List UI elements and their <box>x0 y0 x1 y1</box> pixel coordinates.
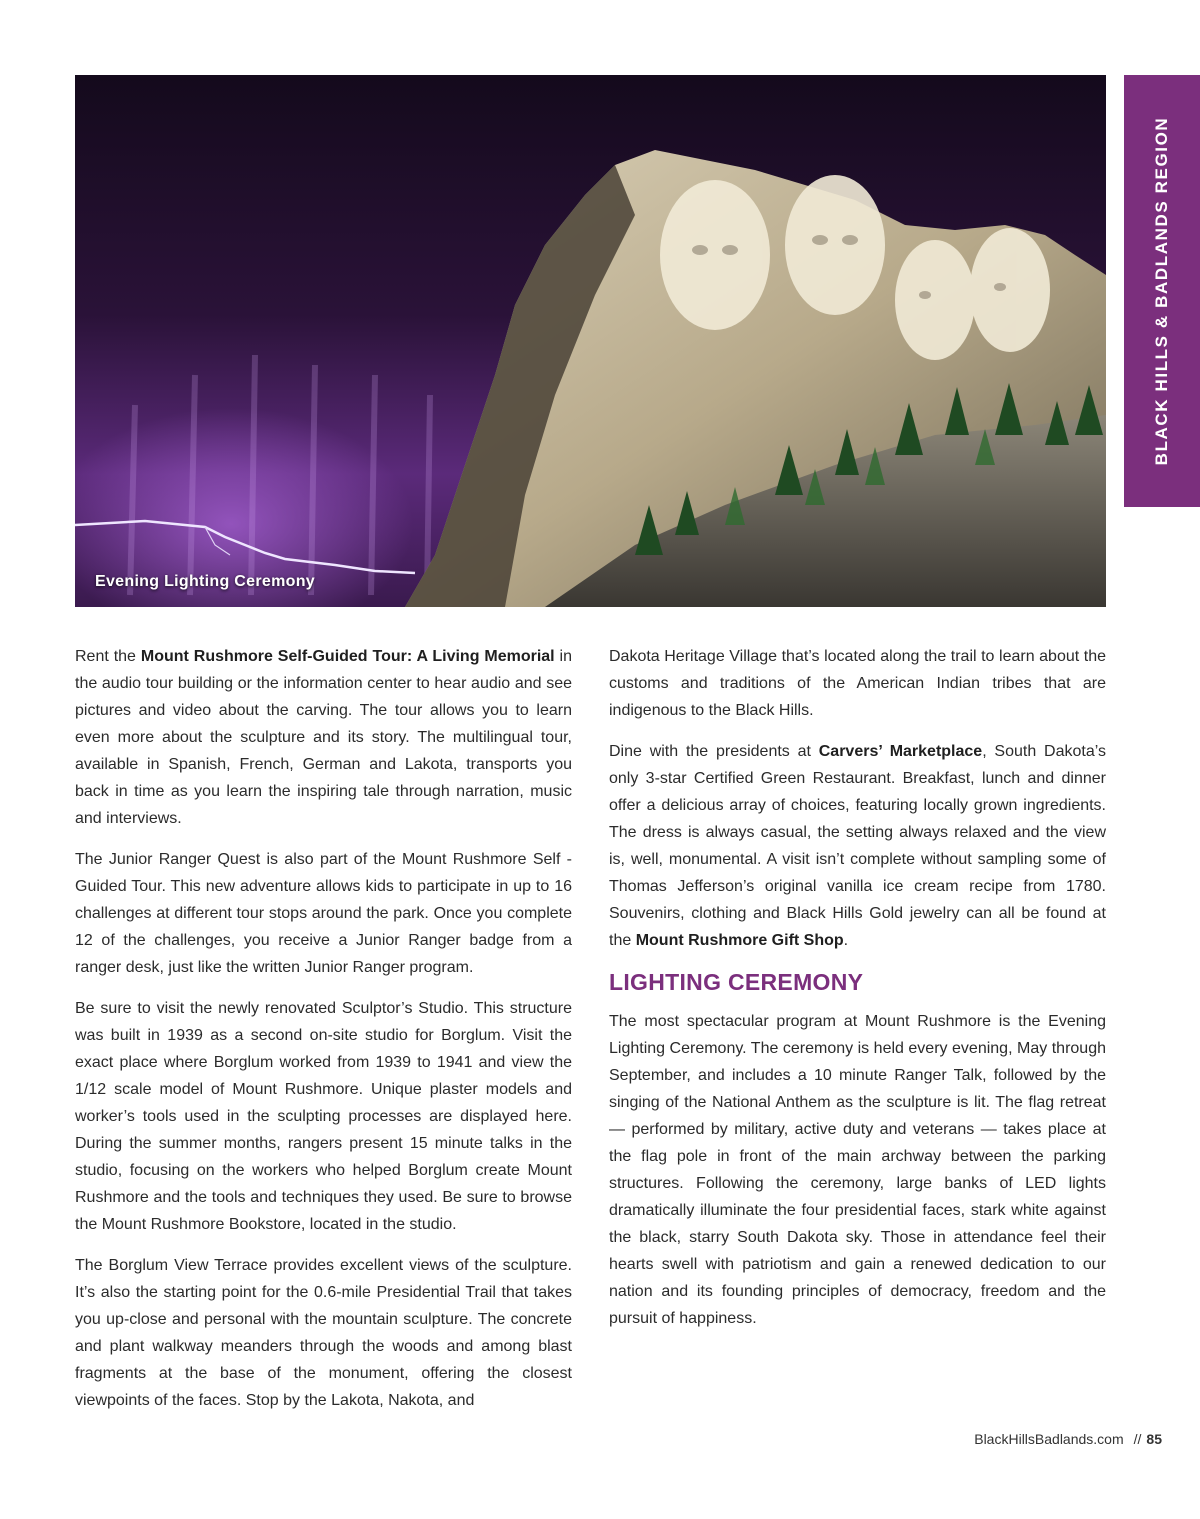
paragraph-borglum-terrace: The Borglum View Terrace provides excellent views of the sculpture. It’s also the starting point for the 0.6-mile Presidential Trail that takes you up-close and personal with the mountain sculpture. The concrete and plant walkway meanders through the woods and among blast fragments at the base of the monument, offering the closest viewpoints of the faces. Stop by the Lakota, Nakota, and <box>75 1257 572 1409</box>
gift-shop-name: Mount Rushmore Gift Shop <box>635 932 844 949</box>
paragraph-lighting-ceremony: The most spectacular program at Mount Rushmore is the Evening Lighting Ceremony. The ceremony is held every evening, May through September, and includes a 10 minute Ranger Talk, followed by the singing of the National Anthem as the sculpture is lit. The flag retreat — performed by military, active duty and veterans — takes place at the flag pole in front of the main archway between the parking structures. Following the ceremony, large banks of LED lights dramatically illuminate the four presidential faces, stark white against the black, starry South Dakota sky. Those in attendance feel their hearts swell with patriotism and gain a renewed dedication to our nation and its founding principles of democracy, freedom and the pursuit of happiness. <box>609 1013 1106 1327</box>
section-heading: LIGHTING CEREMONY <box>609 969 864 995</box>
left-column <box>75 643 572 1428</box>
self-guided-tour-name: Mount Rushmore Self-Guided Tour: A Living Memorial <box>140 648 555 665</box>
page-number: 85 <box>1146 1431 1162 1447</box>
region-side-tab <box>1124 75 1200 507</box>
carvers-marketplace-name: Carvers’ Marketplace <box>818 743 983 760</box>
footer-separator: // <box>1133 1431 1142 1447</box>
paragraph-self-guided-tour: Rent the Mount Rushmore Self-Guided Tour: A Living Memorial in the audio tour building or the information center to hear audio and see pictures and video about the carving. The tour allows you to learn even more about the sculpture and its story. The multilingual tour, available in Spanish, French, German and Lakota, transports you back in time as you learn the inspiring tale through narration, music and interviews. <box>75 648 573 827</box>
page-footer <box>974 1431 1162 1447</box>
mount-rushmore-night-photo-icon <box>75 75 1106 607</box>
photo-caption: Evening Lighting Ceremony <box>95 573 315 590</box>
paragraph-heritage-village: Dakota Heritage Village that’s located along the trail to learn about the customs and traditions of the American Indian tribes that are indigenous to the Black Hills. <box>609 648 1106 719</box>
paragraph-junior-ranger: The Junior Ranger Quest is also part of the Mount Rushmore Self -Guided Tour. This new adventure allows kids to participate in up to 16 challenges at different tour stops around the park. Once you complete 12 of the challenges, you receive a Junior Ranger badge from a ranger desk, just like the written Junior Ranger program. <box>75 851 572 976</box>
footer-site: BlackHillsBadlands.com <box>974 1431 1124 1447</box>
paragraph-sculptors-studio: Be sure to visit the newly renovated Sculptor’s Studio. This structure was built in 1939 as a second on-site studio for Borglum. Visit the exact place where Borglum worked from 1939 to 1941 and view the 1/12 scale model of Mount Rushmore. Unique plaster models and worker’s tools used in the sculpting processes are displayed here. During the summer months, rangers present 15 minute talks in the studio, focusing on the workers who helped Borglum create Mount Rushmore and the tools and techniques they used. Be sure to browse the Mount Rushmore Bookstore, located in the studio. <box>75 1000 572 1233</box>
hero-photo <box>75 75 1106 607</box>
region-label: BLACK HILLS & BADLANDS REGION <box>1152 116 1171 466</box>
right-column <box>609 643 1106 1346</box>
paragraph-carvers-marketplace: Dine with the presidents at Carvers’ Marketplace, South Dakota’s only 3-star Certified Green Restaurant. Breakfast, lunch and dinner offer a delicious array of choices, featuring locally grown ingredients. The dress is always casual, the setting always relaxed and the view is, well, monumental. A visit isn’t complete without sampling some of Thomas Jefferson’s original vanilla ice cream recipe from 1780. Souvenirs, clothing and Black Hills Gold jewelry can all be found at the Mount Rushmore Gift Shop. <box>609 743 1106 949</box>
